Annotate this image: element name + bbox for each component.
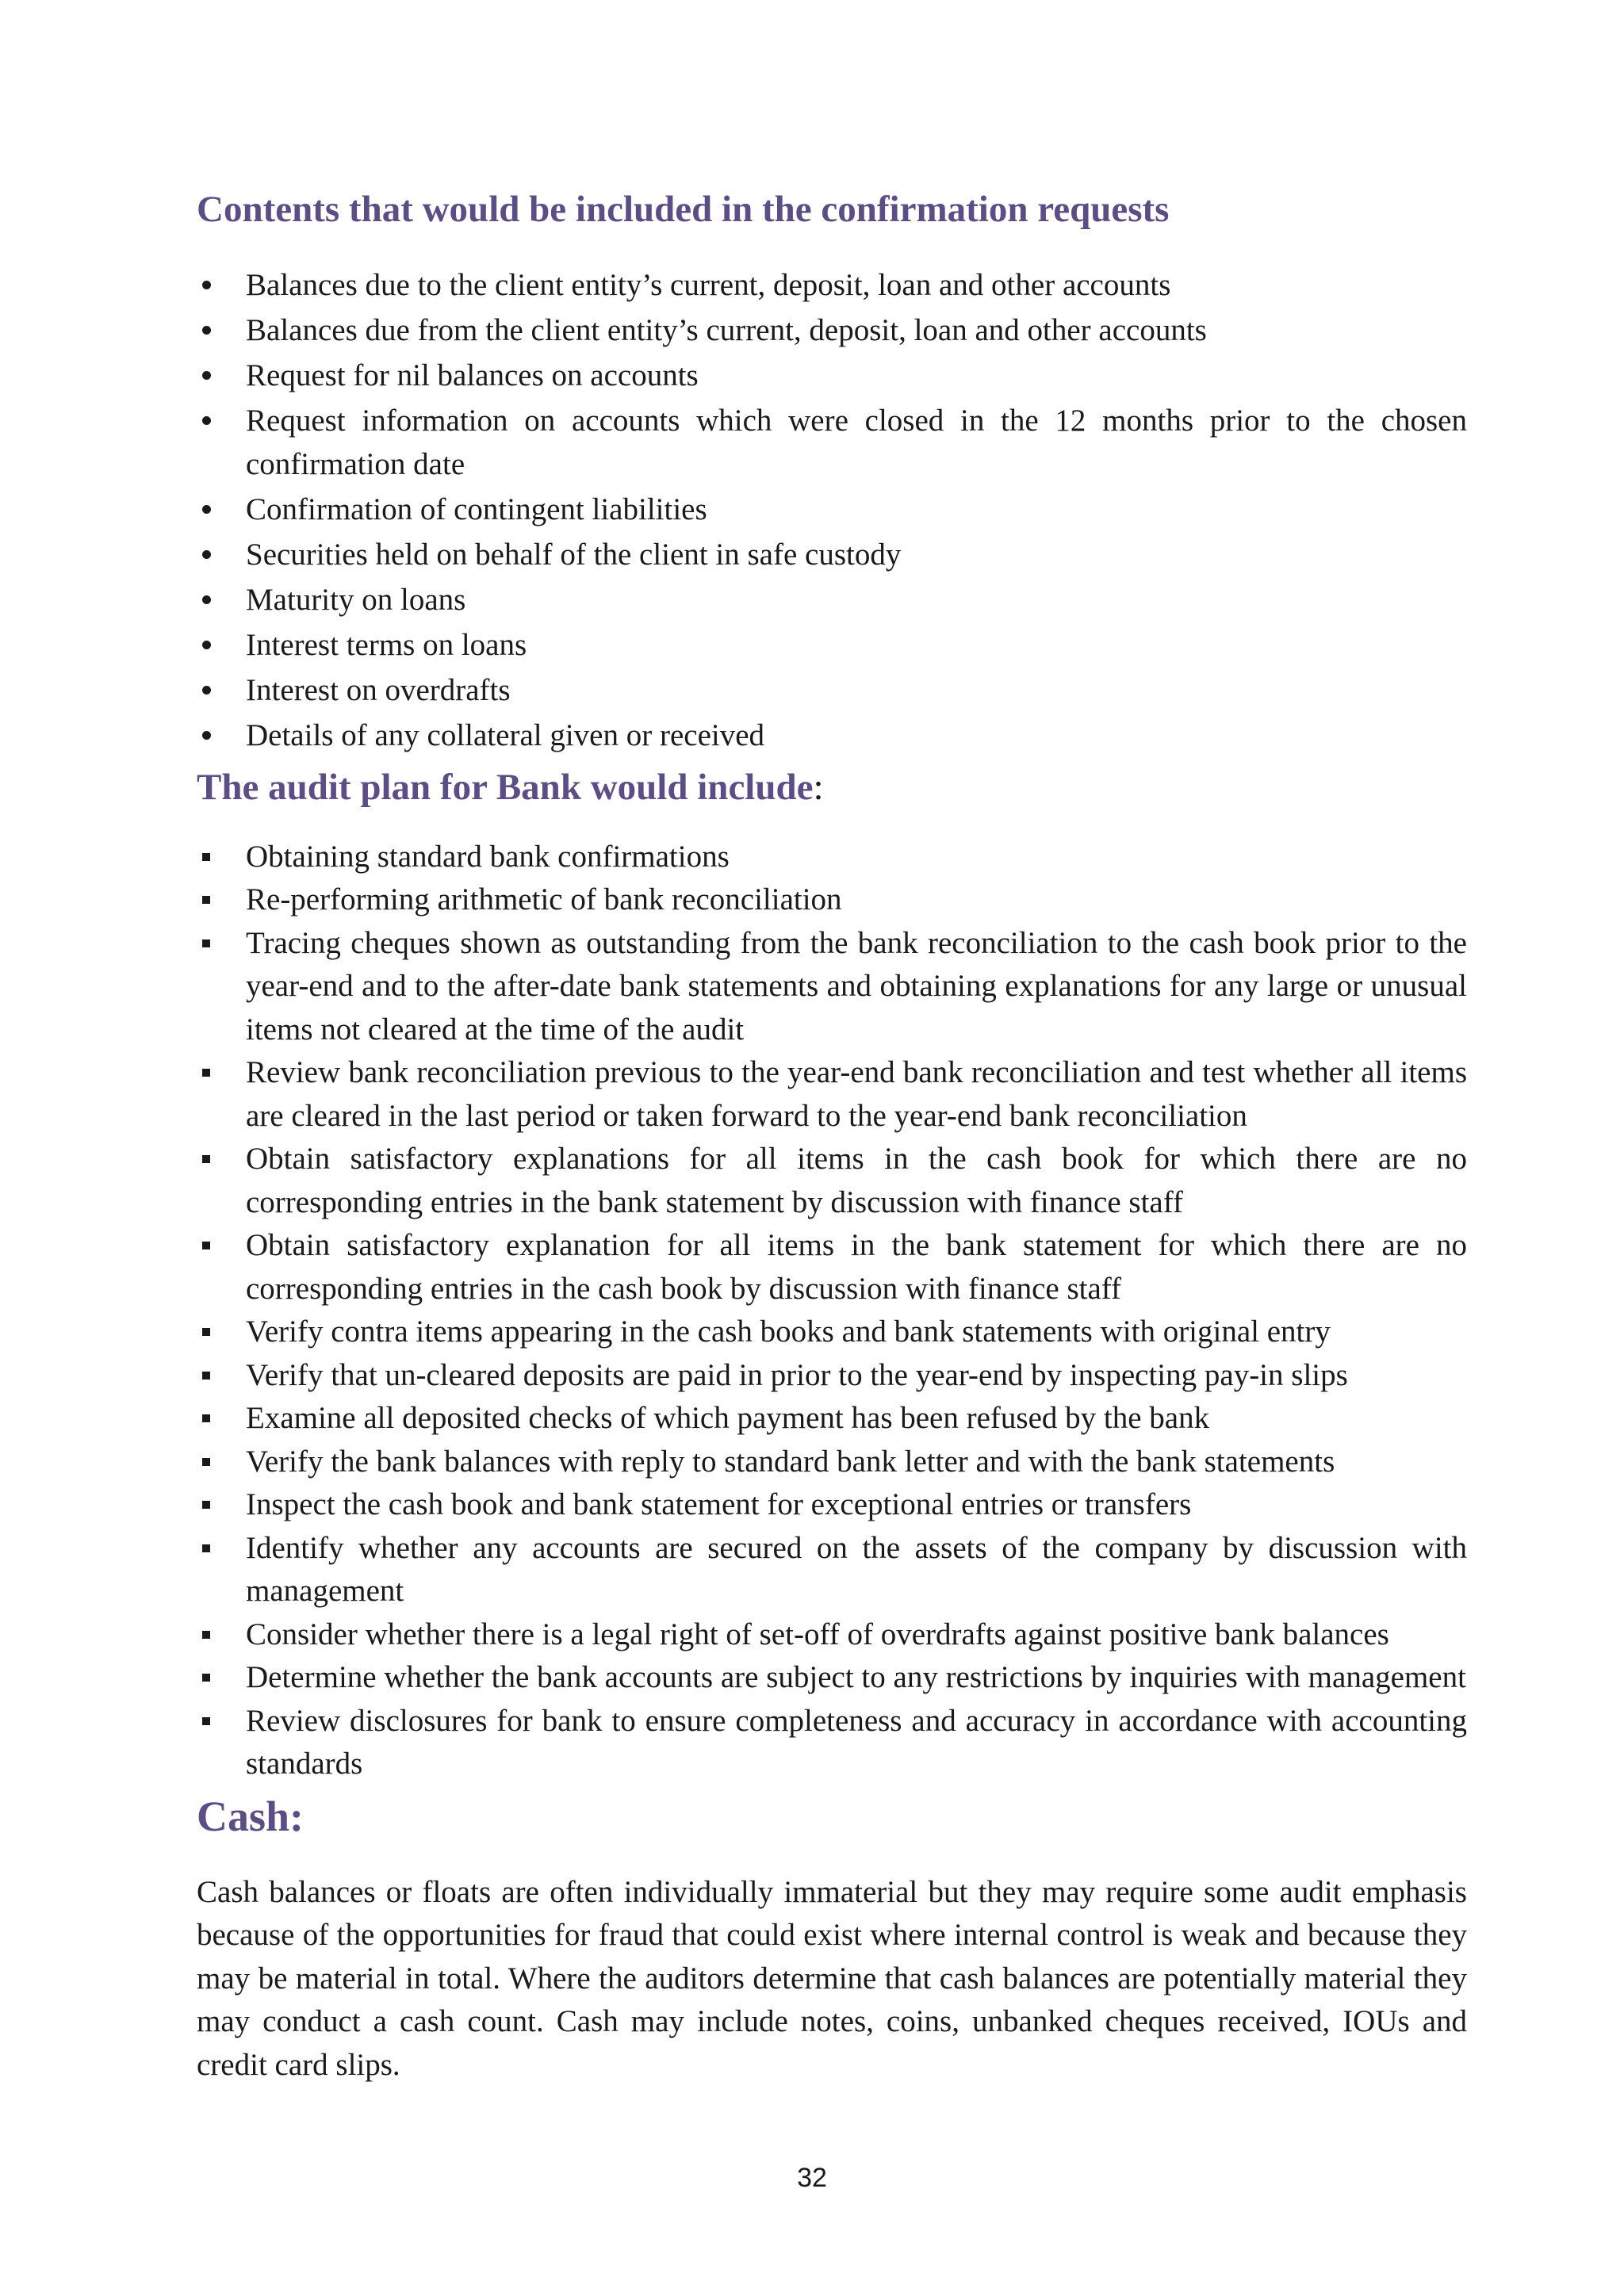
list-item: Verify contra items appearing in the cash books and bank statements with original entry [197, 1311, 1467, 1354]
list-item: Tracing cheques shown as outstanding from the bank reconciliation to the cash book prior to the year-end and to the after-date bank statements and obtaining explanations for any large or unusual items not cleared at the time of the audit [197, 922, 1467, 1052]
list-item: Details of any collateral given or received [197, 714, 1467, 757]
list-item: Interest terms on loans [197, 623, 1467, 667]
confirmation-requests-list [197, 263, 1467, 757]
document-page [197, 187, 1467, 2087]
list-item: Balances due from the client entity’s current, deposit, loan and other accounts [197, 308, 1467, 352]
list-item: Verify that un-cleared deposits are paid in prior to the year-end by inspecting pay-in slips [197, 1354, 1467, 1398]
list-item: Interest on overdrafts [197, 668, 1467, 712]
page-number: 32 [797, 2163, 827, 2193]
cash-paragraph: Cash balances or floats are often individually immaterial but they may require some audit emphasis because of the opportunities for fraud that could exist where internal control is weak and because they may be material in total. Where the auditors determine that cash balances are potentially material they may conduct a cash count. Cash may include notes, coins, unbanked cheques received, IOUs and credit card slips. [197, 1874, 1467, 2082]
list-item: Obtain satisfactory explanations for all items in the cash book for which there are no corresponding entries in the bank statement by discussion with finance staff [197, 1138, 1467, 1224]
list-item: Inspect the cash book and bank statement for exceptional entries or transfers [197, 1483, 1467, 1527]
list-item: Verify the bank balances with reply to standard bank letter and with the bank statements [197, 1441, 1467, 1484]
audit-plan-heading-text: The audit plan for Bank would include [197, 767, 814, 809]
list-item: Obtaining standard bank confirmations [197, 836, 1467, 879]
list-item: Review bank reconciliation previous to the year-end bank reconciliation and test whether all items are cleared in the last period or taken forward to the year-end bank reconciliation [197, 1051, 1467, 1138]
list-item: Consider whether there is a legal right of set-off of overdrafts against positive bank balances [197, 1613, 1467, 1657]
list-item: Request for nil balances on accounts [197, 354, 1467, 397]
audit-plan-heading-colon: : [813, 767, 824, 809]
list-item: Identify whether any accounts are secured on the assets of the company by discussion with management [197, 1527, 1467, 1613]
audit-plan-heading [197, 765, 1467, 809]
list-item: Maturity on loans [197, 578, 1467, 622]
list-item: Balances due to the client entity’s current, deposit, loan and other accounts [197, 263, 1467, 307]
list-item: Determine whether the bank accounts are subject to any restrictions by inquiries with management [197, 1656, 1467, 1700]
list-item: Securities held on behalf of the client in safe custody [197, 533, 1467, 576]
list-item: Request information on accounts which were closed in the 12 months prior to the chosen confirmation date [197, 399, 1467, 486]
list-item: Examine all deposited checks of which payment has been refused by the bank [197, 1397, 1467, 1441]
confirmation-requests-heading: Contents that would be included in the confirmation requests [197, 189, 1170, 230]
list-item: Confirmation of contingent liabilities [197, 488, 1467, 531]
cash-heading: Cash: [197, 1792, 304, 1840]
list-item: Re-performing arithmetic of bank reconciliation [197, 878, 1467, 922]
list-item: Review disclosures for bank to ensure completeness and accuracy in accordance with accounting standards [197, 1700, 1467, 1786]
audit-plan-list [197, 836, 1467, 1786]
list-item: Obtain satisfactory explanation for all items in the bank statement for which there are no corresponding entries in the cash book by discussion with finance staff [197, 1224, 1467, 1311]
